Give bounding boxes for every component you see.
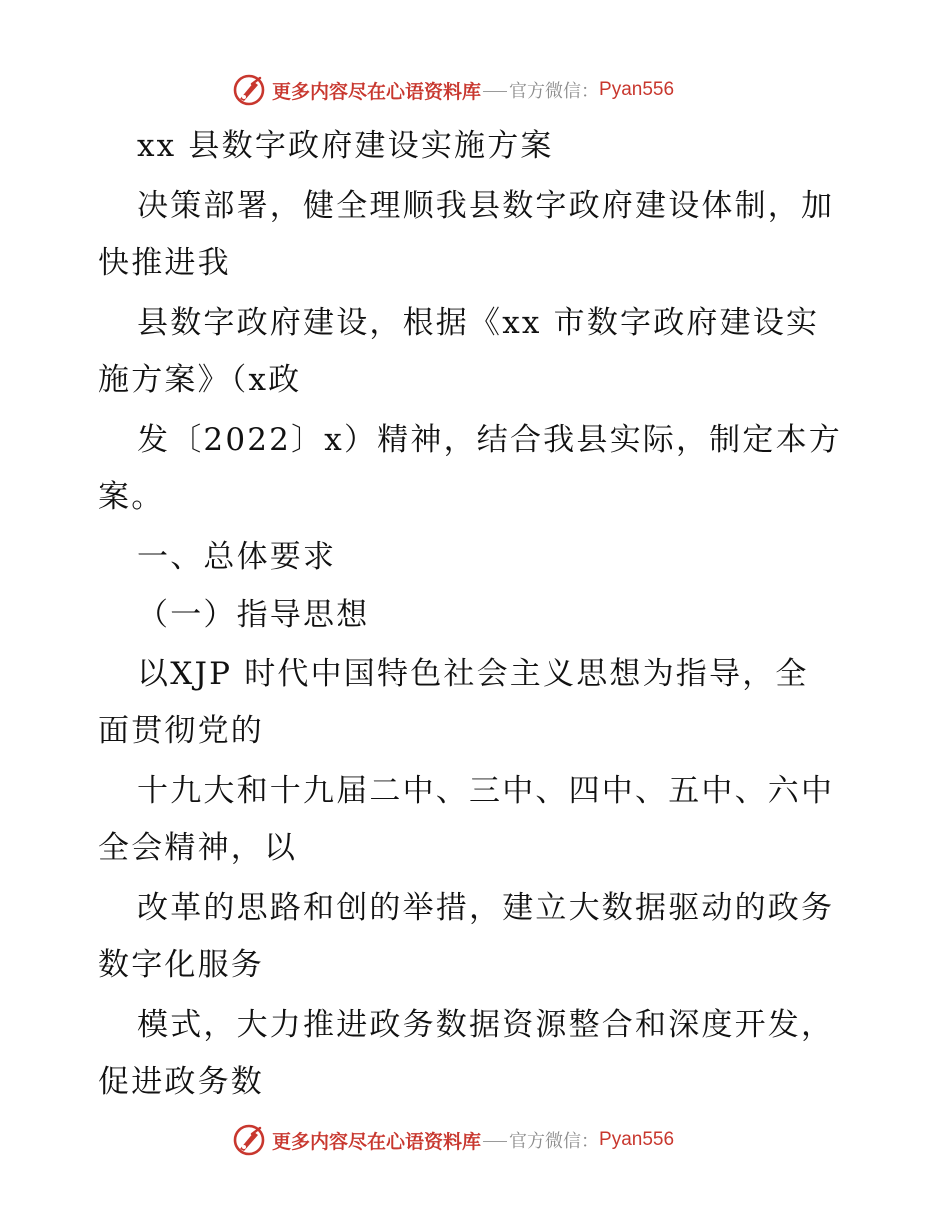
quill-pen-logo-icon	[232, 1123, 266, 1157]
text-line: 面贯彻党的	[98, 713, 264, 749]
text-line: 模式，大力推进政务数据资源整合和深度开发，	[137, 1007, 835, 1043]
text-line: 十九大和十九届二中、三中、四中、五中、六中	[137, 773, 835, 809]
text-line: 施方案》（x政	[98, 362, 302, 398]
watermark-dash	[483, 1141, 507, 1142]
text-line: 发〔2022〕x）精神，结合我县实际，制定本方	[137, 422, 842, 458]
text-line: 决策部署，健全理顺我县数字政府建设体制，加	[137, 188, 835, 224]
text-line: 以XJP 时代中国特色社会主义思想为指导，全	[137, 656, 809, 692]
watermark-brand-text: 更多内容尽在心语资料库	[272, 80, 482, 103]
footer-watermark	[232, 1122, 674, 1158]
header-watermark	[232, 72, 674, 108]
subsection-heading: （一）指导思想	[137, 597, 370, 633]
text-line: 快推进我	[98, 245, 231, 281]
section-heading: 一、总体要求	[137, 539, 337, 575]
quill-pen-logo-icon	[232, 73, 266, 107]
text-line: 促进政务数	[98, 1064, 264, 1100]
text-line: 案。	[98, 479, 165, 515]
text-line: 改革的思路和创的举措，建立大数据驱动的政务	[137, 890, 835, 926]
watermark-id: Pyan556	[599, 1129, 675, 1150]
document-title: xx 县数字政府建设实施方案	[137, 128, 554, 164]
text-line: 数字化服务	[98, 947, 264, 983]
watermark-brand-text: 更多内容尽在心语资料库	[272, 1130, 482, 1153]
watermark-label: 官方微信：	[509, 1131, 600, 1152]
watermark-id: Pyan556	[599, 79, 675, 100]
text-line: 县数字政府建设，根据《xx 市数字政府建设实	[137, 305, 820, 341]
watermark-dash	[483, 91, 507, 92]
text-line: 全会精神，以	[98, 830, 298, 866]
watermark-label: 官方微信：	[509, 81, 600, 102]
